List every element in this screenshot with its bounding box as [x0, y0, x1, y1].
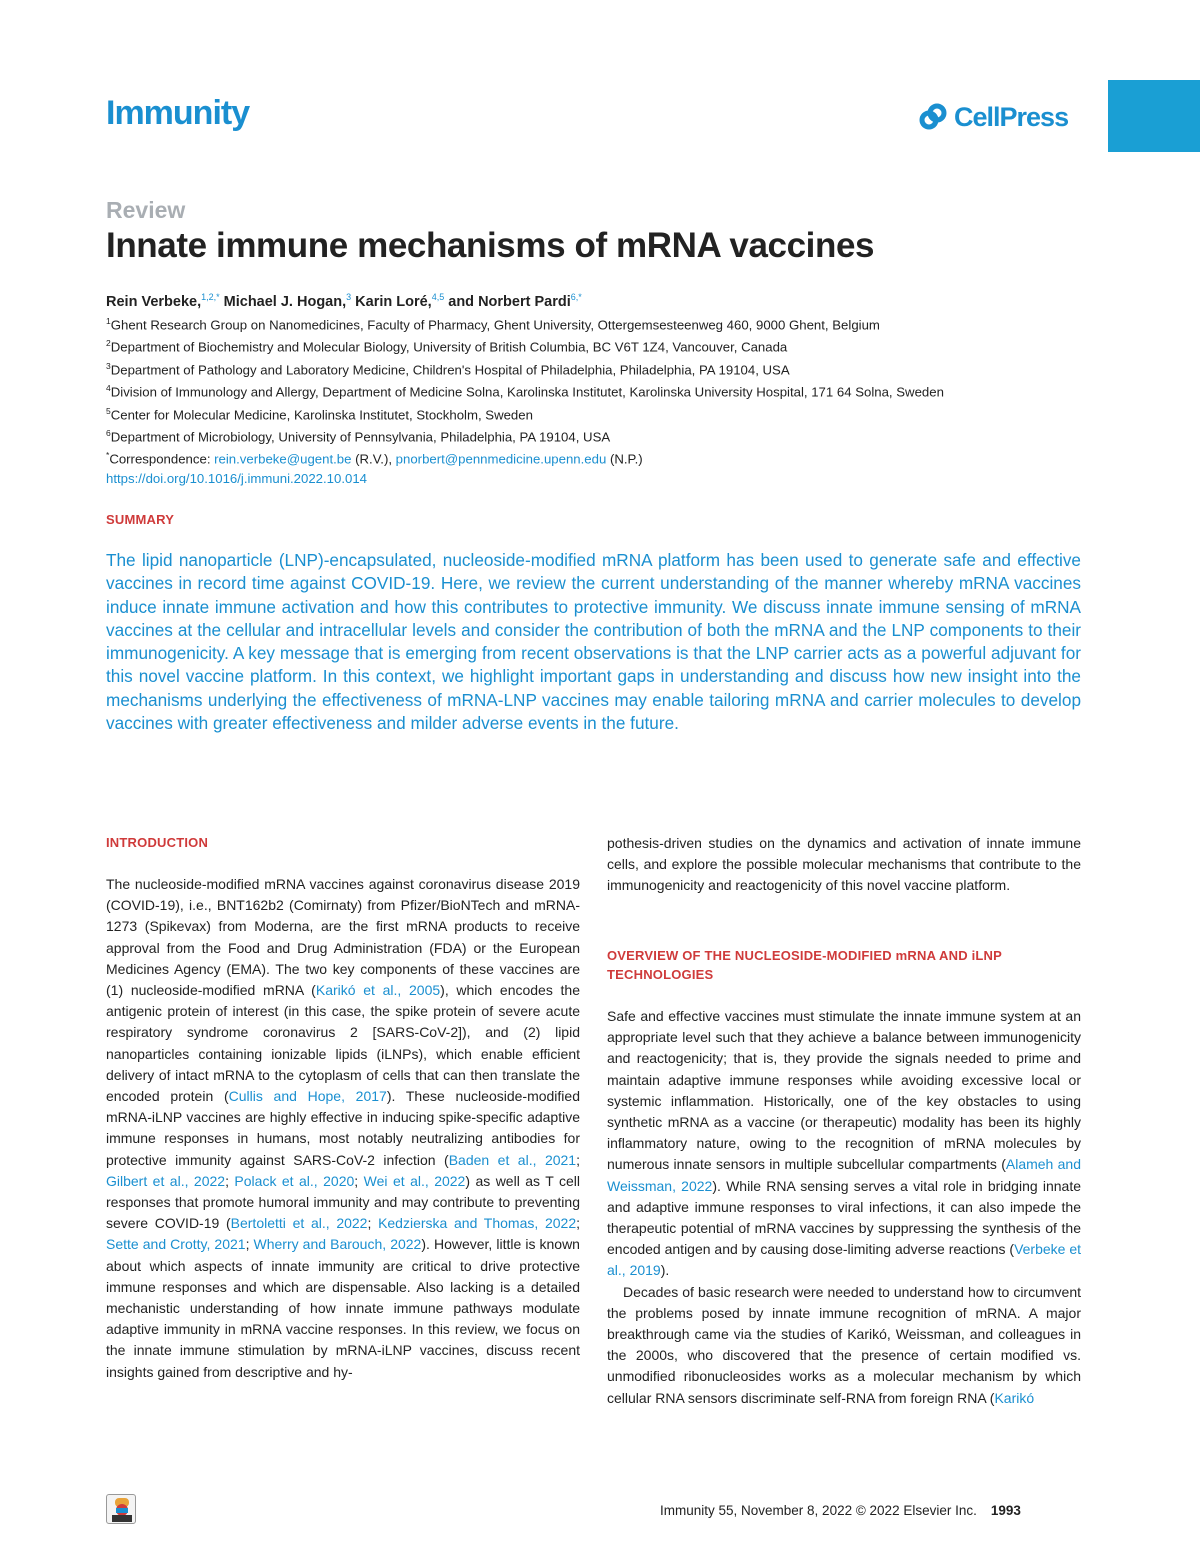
- email-link-pardi[interactable]: pnorbert@pennmedicine.upenn.edu: [395, 451, 607, 467]
- cellpress-logo-text: CellPress: [954, 101, 1069, 132]
- affiliation-item: $^2$Department of Biochemistry and Molecular Biology, University of British Columbia, BC V6T 1Z4, Vancouver, Canada: [106, 338, 788, 355]
- citation-link[interactable]: Polack et al., 2020: [234, 1172, 355, 1189]
- author-name: and Norbert Pardi: [444, 293, 571, 310]
- author-affiliation-marker[interactable]: 1,2,*: [201, 292, 220, 302]
- cellpress-logo-icon: [918, 102, 948, 132]
- author-affiliation-marker[interactable]: 4,5: [431, 292, 445, 302]
- affiliation-item: $^5$Center for Molecular Medicine, Karolinska Institutet, Stockholm, Sweden: [106, 405, 533, 422]
- citation-link[interactable]: Verbeke et al., 2019: [607, 1241, 1082, 1279]
- citation-link[interactable]: Gilbert et al., 2022: [106, 1172, 226, 1189]
- citation-link[interactable]: Bertoletti et al., 2022: [230, 1215, 368, 1232]
- author-list: [106, 292, 582, 310]
- doi-link[interactable]: https://doi.org/10.1016/j.immuni.2022.10.014: [106, 470, 367, 486]
- author-affiliation-marker[interactable]: 6,*: [570, 292, 582, 302]
- correspondence: *Correspondence: rein.verbeke@ugent.be (R.V.), pnorbert@pennmedicine.upenn.edu (N.P.): [106, 450, 643, 467]
- journal-name: Immunity: [106, 94, 250, 132]
- article-title: Innate immune mechanisms of mRNA vaccines: [106, 226, 875, 265]
- citation-link[interactable]: Sette and Crotty, 2021: [106, 1236, 246, 1253]
- citation-link[interactable]: Karikó et al., 2005: [315, 982, 441, 999]
- journal-color-tab: [1108, 80, 1200, 152]
- summary-heading: SUMMARY: [106, 512, 175, 527]
- introduction-text-left: The nucleoside-modified mRNA vaccines against coronavirus disease 2019 (COVID-19), i.e., BNT162b2 (Comirnaty) from Pfizer/BioNTech and mRNA-1273 (Spikevax) from Moderna, are the first mRNA products to receive approval from the Food and Drug Administration (FDA) or the European Medicines Agency (EMA). The two key components of these vaccines are (1) nucleoside-modified mRNA (Karikó et al., 2005), which encodes the antigenic protein of interest (in this case, the spike protein of severe acute respiratory syndrome coronavirus 2 [SARS-CoV-2]), and (2) lipid nanoparticles containing ionizable lipids (iLNPs), which enable efficient delivery of intact mRNA to the cytoplasm of cells that can then translate the encoded protein (Cullis and Hope, 2017). These nucleoside-modified mRNA-iLNP vaccines are highly effective in inducing spike-specific adaptive immune responses in humans, most notably neutralizing antibodies for protective immunity against SARS-CoV-2 infection (Baden et al., 2021; Gilbert et al., 2022; Polack et al., 2020; Wei et al., 2022) as well as T cell responses that promote humoral immunity and may contribute to preventing severe COVID-19 (Bertoletti et al., 2022; Kedzierska and Thomas, 2022; Sette and Crotty, 2021; Wherry and Barouch, 2022). However, little is known about which aspects of innate immunity are critical to drive protective immune responses and which are dispensable. Also lacking is a detailed mechanistic understanding of how innate immune pathways modulate adaptive immunity in mRNA vaccine responses. In this review, we focus on the innate immune stimulation by mRNA-iLNP vaccines, discuss recent insights gained from descriptive and hy-: [106, 876, 581, 1380]
- affiliations: [106, 312, 1086, 488]
- affiliation-item: $^6$Department of Microbiology, University of Pennsylvania, Philadelphia, PA 19104, USA: [106, 427, 611, 445]
- author-name: Michael J. Hogan,: [219, 293, 347, 310]
- email-link-verbeke[interactable]: rein.verbeke@ugent.be: [214, 451, 352, 467]
- citation-link[interactable]: Alameh and Weissman, 2022: [607, 1156, 1081, 1194]
- citation-link[interactable]: Cullis and Hope, 2017: [228, 1088, 387, 1105]
- footer-citation: Immunity 55, November 8, 2022 © 2022 Elsevier Inc.: [660, 1503, 977, 1518]
- citation-link[interactable]: Wherry and Barouch, 2022: [253, 1236, 422, 1253]
- citation-link[interactable]: Kedzierska and Thomas, 2022: [378, 1215, 577, 1232]
- introduction-heading: INTRODUCTION: [106, 835, 209, 850]
- page-number: 1993: [990, 1503, 1021, 1518]
- affiliation-item: $^3$Department of Pathology and Laboratory Medicine, Children's Hospital of Philadelphia, Philadelphia, PA 19104, USA: [106, 360, 790, 378]
- affiliation-item: $^4$Division of Immunology and Allergy, Department of Medicine Solna, Karolinska Institutet, Karolinska University Hospital, 171 64 Solna, Sweden: [106, 383, 944, 400]
- overview-heading: OVERVIEW OF THE NUCLEOSIDE-MODIFIED mRNA AND iLNP TECHNOLOGIES: [607, 948, 1002, 982]
- citation-link[interactable]: Wei et al., 2022: [363, 1172, 466, 1189]
- overview-text: Safe and effective vaccines must stimulate the innate immune system at an appropriate level such that they achieve a balance between immunogenicity and reactogenicity; that is, they provide the signals needed to prime and maintain adaptive immune responses while avoiding excessive local or systemic inflammation. Historically, one of the key obstacles to using synthetic mRNA as a vaccine (or therapeutic) modality has been its highly inflammatory nature, owing to the recognition of mRNA molecules by numerous innate sensors in multiple subcellular compartments (Alameh and Weissman, 2022). While RNA sensing serves a vital role in bridging innate and adaptive immune responses to viral infections, it can also impede the therapeutic potential of mRNA vaccines by suppressing the synthesis of the encoded antigen and by causing dose-limiting adverse reactions (Verbeke et al., 2019). Decades of basic research were needed to understand how to circumvent the problems posed by innate immune recognition of mRNA. A major breakthrough came via the studies of Karikó, Weissman, and colleagues in the 2000s, who discovered that the presence of certain modified vs. unmodified ribonucleosides works as a molecular mechanism by which cellular RNA sensors discriminate self-RNA from foreign RNA (Karikó: [607, 1008, 1082, 1406]
- citation-link[interactable]: Karikó: [994, 1389, 1035, 1406]
- introduction-text-right: pothesis-driven studies on the dynamics and activation of innate immune cells, and explore the possible molecular mechanisms that contribute to the immunogenicity and reactogenicity of this novel vaccine platform.: [607, 835, 1081, 894]
- article-type: Review: [106, 197, 186, 223]
- author-affiliation-marker[interactable]: 3: [346, 292, 352, 302]
- open-access-badge-icon: [106, 1494, 136, 1524]
- author-name: Rein Verbeke,: [106, 293, 202, 310]
- cellpress-logo[interactable]: [918, 100, 1068, 134]
- affiliation-item: $^1$Ghent Research Group on Nanomedicines, Faculty of Pharmacy, Ghent University, Ottergemsesteenweg 460, 9000 Ghent, Belgium: [106, 316, 880, 333]
- citation-link[interactable]: Baden et al., 2021: [448, 1151, 577, 1168]
- author-name: Karin Loré,: [351, 293, 432, 310]
- page-footer: [660, 1503, 1021, 1518]
- summary-text: The lipid nanoparticle (LNP)-encapsulated, nucleoside-modified mRNA platform has been used to generate safe and effective vaccines in record time against COVID-19. Here, we review the current understanding of the manner whereby mRNA vaccines induce innate immune activation and how this contributes to protective immunity. We discuss innate immune sensing of mRNA vaccines at the cellular and intracellular levels and consider the contribution of both the mRNA and the LNP components to their immunogenicity. A key message that is emerging from recent observations is that the LNP carrier acts as a powerful adjuvant for this novel vaccine platform. In this context, we highlight important gaps in understanding and discuss how new insight into the mechanisms underlying the effectiveness of mRNA-LNP vaccines may enable tailoring mRNA and carrier molecules to develop vaccines with greater effectiveness and milder adverse events in the future.: [106, 550, 1081, 734]
